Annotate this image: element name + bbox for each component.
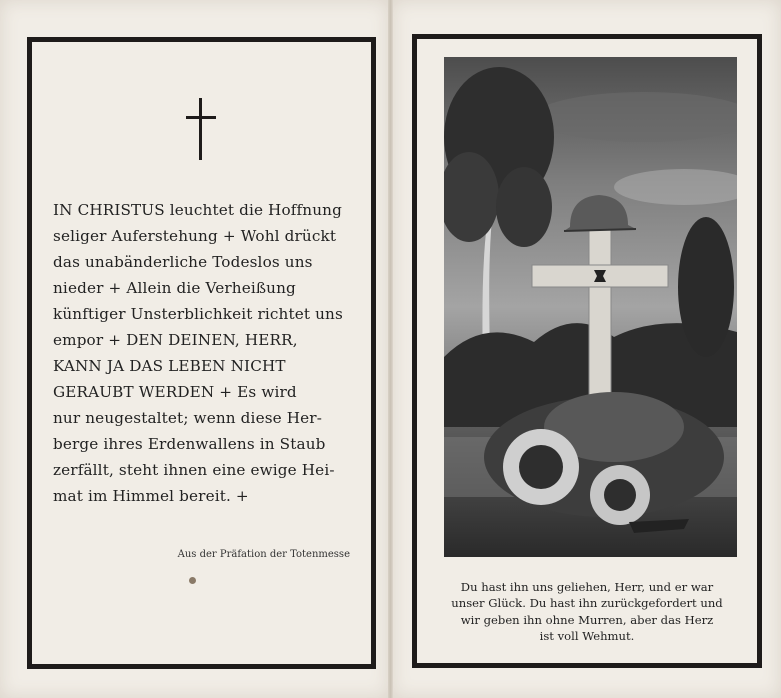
verse-source: Aus der Präfation der Totenmesse <box>177 549 350 560</box>
grave-cross-photo <box>444 57 737 557</box>
cross-icon <box>186 98 216 160</box>
memorial-caption: Du hast ihn uns geliehen, Herr, und er war unser Glück. Du hast ihn zurückgefordert und wir geben ihn ohne Murren, aber das Herz ist voll Wehmut. <box>451 580 723 644</box>
paper-stain <box>189 577 196 584</box>
card-fold <box>388 0 393 698</box>
memorial-verse: IN CHRISTUS leuchtet die Hoffnung seliger Auferstehung + Wohl drückt das unabänderliche Todeslos uns nieder + Allein die Verheißung künftiger Unsterblichkeit richtet uns empor + DEN DEINEN, HERR, KANN JA DAS LEBEN NICHT GERAUBT WERDEN + Es wird nur neugestaltet; wenn diese Her- berge ihres Erdenwallens in Staub zerfällt, steht ihnen eine ewige Hei- mat im Himmel bereit. + <box>53 201 343 505</box>
